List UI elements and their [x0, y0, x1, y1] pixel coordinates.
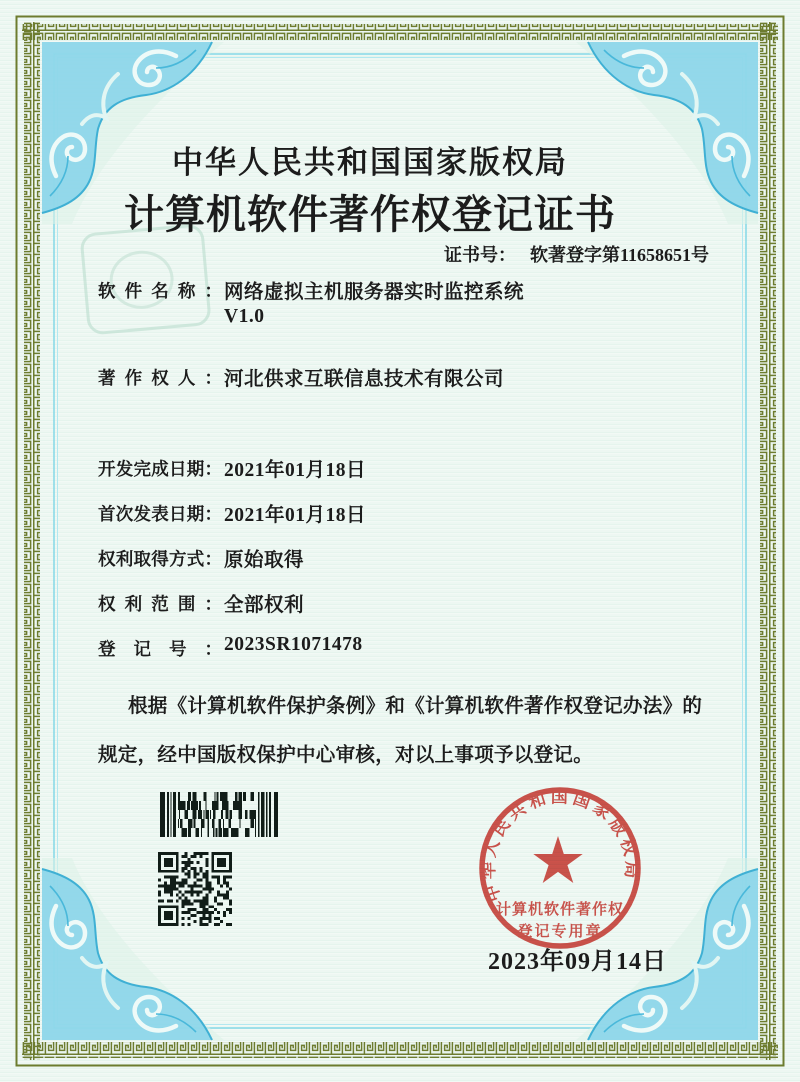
- seal-title-line2: 登记专用章: [517, 924, 603, 940]
- field-row-registration-number: [98, 636, 718, 664]
- field-value: 原始取得: [224, 550, 305, 571]
- certificate-number-label: 证书号：: [443, 245, 516, 265]
- star-icon: [533, 836, 582, 883]
- field-label: 著 作 权 人 ：: [98, 368, 222, 388]
- field-value-version: V1.0: [224, 306, 265, 327]
- field-value: 全部权利: [224, 595, 305, 616]
- field-value: 2023SR1071478: [224, 634, 363, 655]
- field-label: 首 次 发 表 日 期 ：: [98, 504, 222, 524]
- qr-code: [158, 852, 232, 926]
- authority-title: 中华人民共和国国家版权局: [172, 145, 568, 180]
- barcode: [160, 792, 278, 837]
- seal-ring-text: 中华人民共和国国家版权局: [479, 787, 642, 905]
- field-value: 河北供求互联信息技术有限公司: [224, 369, 505, 390]
- field-row-rights-scope: [98, 591, 718, 619]
- field-label: 开 发 完 成 日 期 ：: [98, 459, 222, 479]
- field-value: 2021年01月18日: [224, 460, 367, 481]
- field-row-rights-acquisition: [98, 546, 718, 574]
- certificate-number: [444, 241, 709, 267]
- field-label: 权 利 取 得 方 式 ：: [98, 549, 222, 569]
- issue-date: 2023年09月14日: [488, 949, 667, 975]
- statement-text: 根据《计算机软件保护条例》和《计算机软件著作权登记办法》的规定，经中国版权保护中心审核，对以上事项予以登记。: [98, 696, 703, 766]
- field-row-copyright-owner: [98, 365, 718, 393]
- field-label: 软 件 名 称 ：: [98, 281, 222, 301]
- seal-title-line1: 计算机软件著作权: [495, 902, 625, 918]
- official-seal: [468, 776, 652, 960]
- greek-key-band-top: [22, 24, 778, 40]
- field-label: 权 利 范 围 ：: [98, 594, 222, 614]
- field-row-dev-complete-date: [98, 456, 718, 484]
- field-value: 网络虚拟主机服务器实时监控系统: [224, 282, 525, 303]
- field-label: 登 记 号 ：: [98, 639, 222, 659]
- certificate-title: 计算机软件著作权登记证书: [124, 192, 616, 237]
- field-value: 2021年01月18日: [224, 505, 367, 526]
- field-row-first-publish-date: [98, 501, 718, 529]
- greek-key-band-bottom: [22, 1042, 778, 1058]
- field-row-software-name: [98, 278, 718, 327]
- certificate-number-value: 软著登字第11658651号: [529, 245, 709, 265]
- greek-key-band-right: [760, 22, 776, 1060]
